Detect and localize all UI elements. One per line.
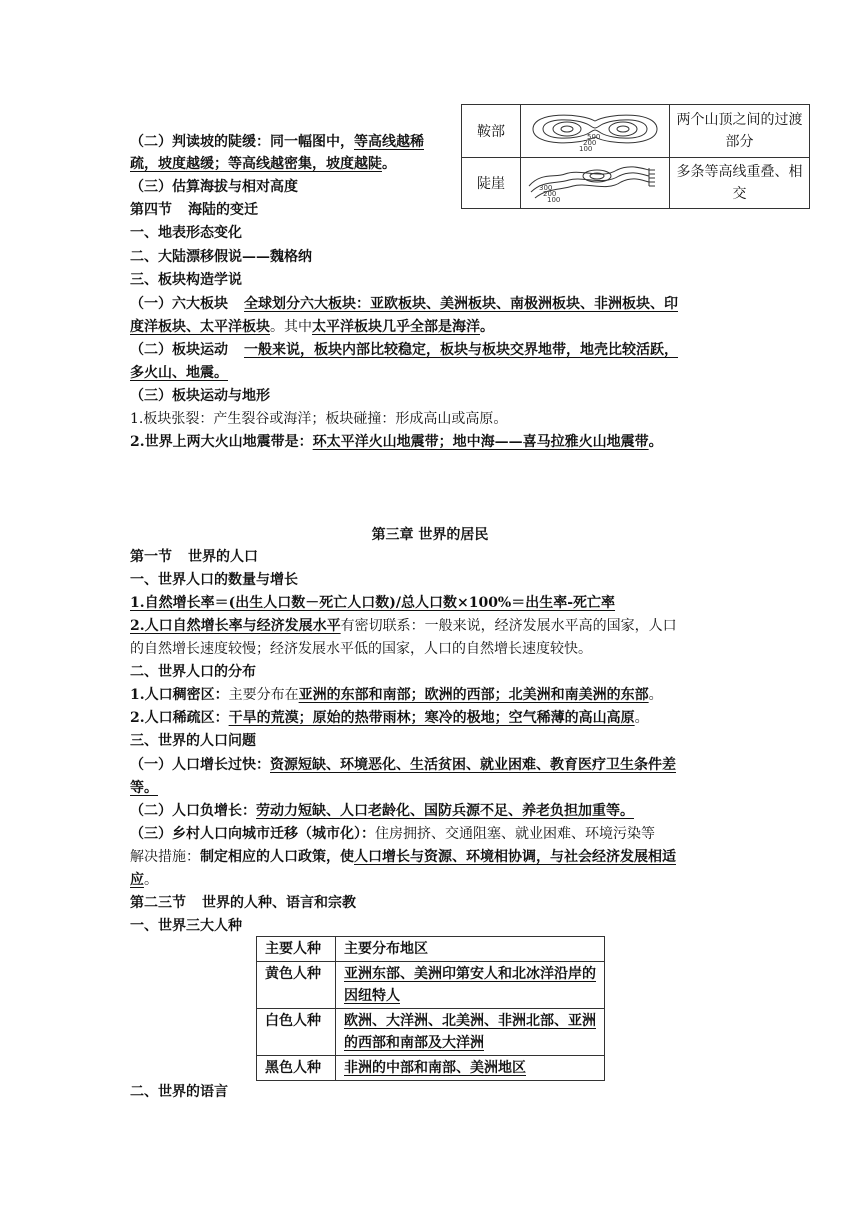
race-name: 白色人种 [257,1009,336,1056]
topo-row-saddle [462,105,810,158]
ch3-h3: 三、世界的人口问题 [130,733,256,749]
svg-text:200: 200 [583,139,597,147]
motion-line-2: 多火山、地震。 [130,365,228,381]
motion-line-1: （二）板块运动 一般来说，板块内部比较稳定，板块与板块交界地带，地壳比较活跃， [130,342,678,358]
race-name: 黑色人种 [257,1056,336,1081]
race-table [256,936,605,1081]
saddle-contour-icon [521,105,670,158]
growth-relation-1: 2.人口自然增长率与经济发展水平有密切联系：一般来说，经济发展水平高的国家，人口 [130,618,677,634]
growth-relation-2: 的自然增长速度较慢；经济发展水平低的国家，人口的自然增长速度较快。 [130,641,592,657]
race-name: 黄色人种 [257,962,336,1009]
landform-item-1: 1.板块张裂：产生裂谷或海洋；板块碰撞：形成高山或高原。 [130,411,508,427]
solution-line-2: 应。 [130,872,158,888]
svg-text:100: 100 [579,145,593,153]
dense-area: 1.人口稠密区：主要分布在亚洲的东部和南部；欧洲的西部；北美洲和南美洲的东部。 [130,687,663,703]
race-heading: 一、世界三大人种 [130,918,242,934]
language-heading: 二、世界的语言 [130,1084,228,1100]
sparse-area: 2.人口稀疏区：干旱的荒漠；原始的热带雨林；寒冷的极地；空气稀薄的高山高原。 [130,710,649,726]
problem-3: （三）乡村人口向城市迁移（城市化）：住房拥挤、交通阻塞、就业困难、环境污染等 [130,826,655,842]
problem-2: （二）人口负增长：劳动力短缺、人口老龄化、国防兵源不足、养老负担加重等。 [130,803,634,819]
svg-text:100: 100 [547,196,561,204]
plates-line-2: 度洋板块、太平洋板块。其中太平洋板块几乎全部是海洋。 [130,319,494,335]
plates-line-1: （一）六大板块 全球划分六大板块：亚欧板块、美洲板块、南极洲板块、非洲板块、印 [130,296,678,312]
race-row [257,1009,605,1056]
topo-desc-cliff: 多条等高线重叠、相交 [670,158,810,209]
sec4-title: 第四节 海陆的变迁 [130,202,258,218]
cliff-contour-icon [521,158,670,209]
race-area: 亚洲东部、美洲印第安人和北冰洋沿岸的因纽特人 [336,962,605,1009]
topo-table [461,104,810,209]
sec4-h3: 三、板块构造学说 [130,272,242,288]
topo-desc-saddle: 两个山顶之间的过渡部分 [670,105,810,158]
altitude-heading: （三）估算海拔与相对高度 [130,179,298,195]
slope-line-1: （二）判读坡的陡缓：同一幅图中，等高线越稀 [130,134,424,150]
race-row [257,962,605,1009]
sec4-h1: 一、地表形态变化 [130,225,242,241]
topo-row-cliff [462,158,810,209]
race-header-area: 主要分布地区 [336,937,605,962]
svg-text:200: 200 [543,190,557,198]
problem-1-line-1: （一）人口增长过快：资源短缺、环境恶化、生活贫困、就业困难、教育医疗卫生条件差 [130,757,676,773]
ch3-sec1-title: 第一节 世界的人口 [130,549,258,565]
topo-name-cliff: 陡崖 [462,158,521,209]
landform-item-2: 2.世界上两大火山地震带是：环太平洋火山地震带；地中海——喜马拉雅火山地震带。 [130,434,663,450]
growth-formula: 1.自然增长率＝(出生人口数－死亡人口数)/总人口数×100%＝出生率-死亡率 [130,595,616,611]
ch3-h1: 一、世界人口的数量与增长 [130,572,298,588]
ch3-h2: 二、世界人口的分布 [130,664,256,680]
solution-line-1: 解决措施：制定相应的人口政策，使人口增长与资源、环境相协调，与社会经济发展相适 [130,849,676,865]
race-header-name: 主要人种 [257,937,336,962]
race-area: 欧洲、大洋洲、北美洲、非洲北部、亚洲的西部和南部及大洋洲 [336,1009,605,1056]
landform-heading: （三）板块运动与地形 [130,388,270,404]
race-row [257,1056,605,1081]
race-header-row [257,937,605,962]
ch3-sec23-title: 第二三节 世界的人种、语言和宗教 [130,895,356,911]
svg-text:500: 500 [587,133,601,141]
chapter3-title: 第三章 世界的居民 [371,527,489,543]
sec4-h2: 二、大陆漂移假说——魏格纳 [130,249,312,265]
slope-line-2: 疏，坡度越缓；等高线越密集，坡度越陡。 [130,156,396,172]
problem-1-line-2: 等。 [130,780,158,796]
topo-name-saddle: 鞍部 [462,105,521,158]
svg-text:300: 300 [539,184,553,192]
race-area: 非洲的中部和南部、美洲地区 [336,1056,605,1081]
